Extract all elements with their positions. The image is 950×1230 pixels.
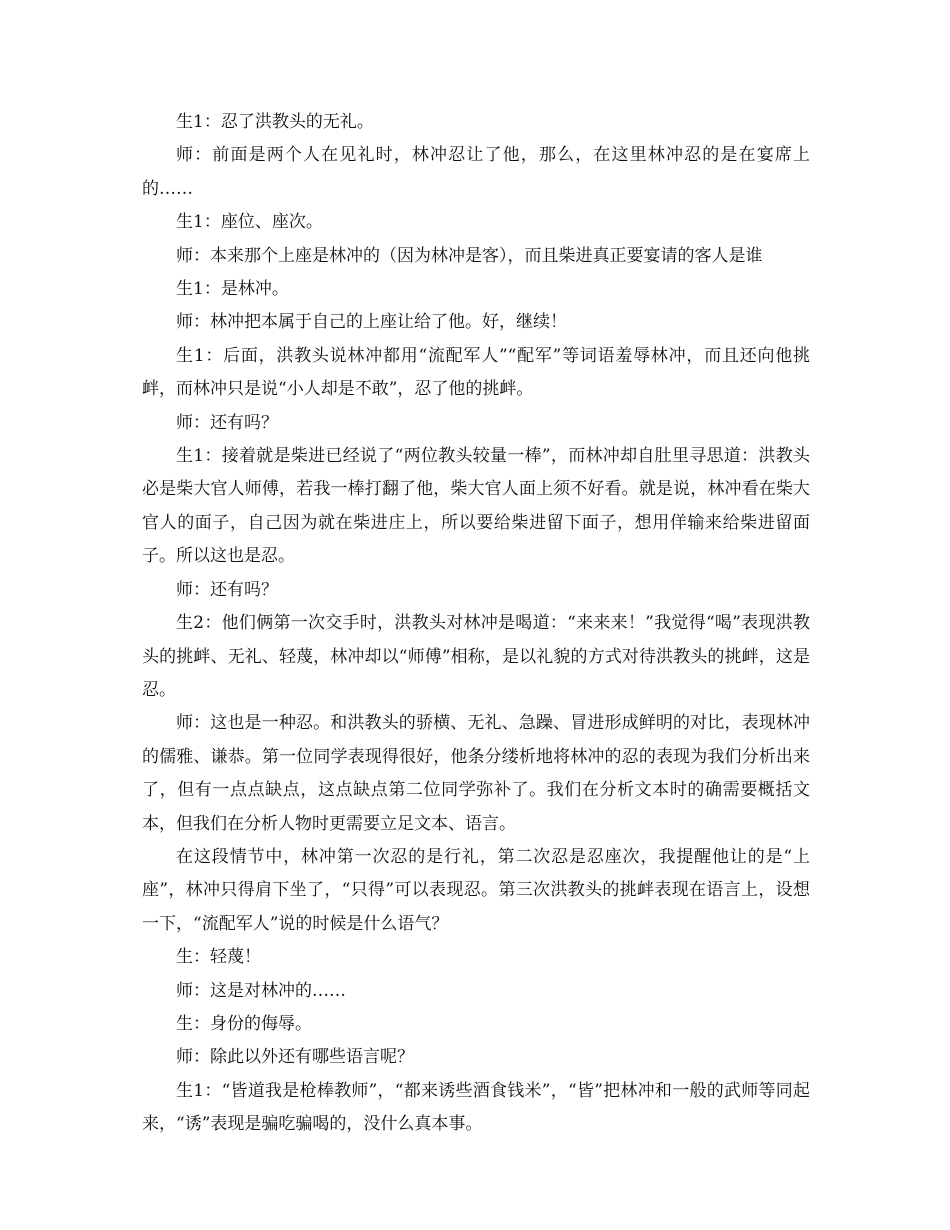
document-body — [142, 106, 810, 1142]
paragraph: 生1：“皆道我是枪棒教师”，“都来诱些酒食钱米”，“皆”把林冲和一般的武师等同起来，“诱”表现是骗吃骗喝的，没什么真本事。 — [142, 1080, 810, 1135]
paragraph: 生1：座位、座次。 — [176, 212, 323, 233]
paragraph: 在这段情节中，林冲第一次忍的是行礼，第二次忍是忍座次，我提醒他让的是“上座”，林冲只得肩下坐了，“只得”可以表现忍。第三次洪教头的挑衅表现在语言上，设想一下，“流配军人”说的时候是什么语气？ — [142, 846, 810, 934]
paragraph: 师：还有吗？ — [176, 579, 278, 600]
paragraph: 生1：忍了洪教头的无礼。 — [176, 112, 374, 132]
paragraph: 生2：他们俩第一次交手时，洪教头对林冲是喝道：“来来来！”我觉得“喝”表现洪教头的挑衅、无礼、轻蔑，林冲却以“师傅”相称，是以礼貌的方式对待洪教头的挑衅，这是忍。 — [142, 613, 810, 700]
paragraph: 生1：是林冲。 — [176, 279, 289, 300]
paragraph: 生1：接着就是柴进已经说了“两位教头较量一棒”，而林冲却自肚里寻思道：洪教头必是柴大官人师傅，若我一棒打翻了他，柴大官人面上须不好看。就是说，林冲看在柴大官人的面子，自己因为就在柴进庄上，所以要给柴进留下面子，想用佯输来给柴进留面子。所以这也是忍。 — [142, 446, 810, 567]
paragraph: 生：轻蔑！ — [176, 947, 261, 968]
paragraph: 生：身份的侮辱。 — [176, 1013, 312, 1034]
paragraph: 师：还有吗？ — [176, 412, 278, 433]
paragraph: 师：前面是两个人在见礼时，林冲忍让了他，那么，在这里林冲忍的是在宴席上的…… — [142, 145, 810, 199]
paragraph: 师：林冲把本属于自己的上座让给了他。好，继续！ — [176, 312, 567, 333]
paragraph: 师：除此以外还有哪些语言呢？ — [176, 1047, 414, 1068]
paragraph: 师：这也是一种忍。和洪教头的骄横、无礼、急躁、冒进形成鲜明的对比，表现林冲的儒雅、谦恭。第一位同学表现得很好，他条分缕析地将林冲的忍的表现为我们分析出来了，但有一点点缺点，这点缺点第二位同学弥补了。我们在分析文本时的确需要概括文本，但我们在分析人物时更需要立足文本、语言。 — [142, 713, 810, 834]
paragraph: 师：这是对林冲的…… — [176, 980, 346, 1001]
paragraph: 师：本来那个上座是林冲的（因为林冲是客），而且柴进真正要宴请的客人是谁 — [176, 245, 763, 266]
paragraph: 生1：后面，洪教头说林冲都用“流配军人”“配军”等词语羞辱林冲，而且还向他挑衅，而林冲只是说“小人却是不敢”，忍了他的挑衅。 — [142, 345, 810, 400]
